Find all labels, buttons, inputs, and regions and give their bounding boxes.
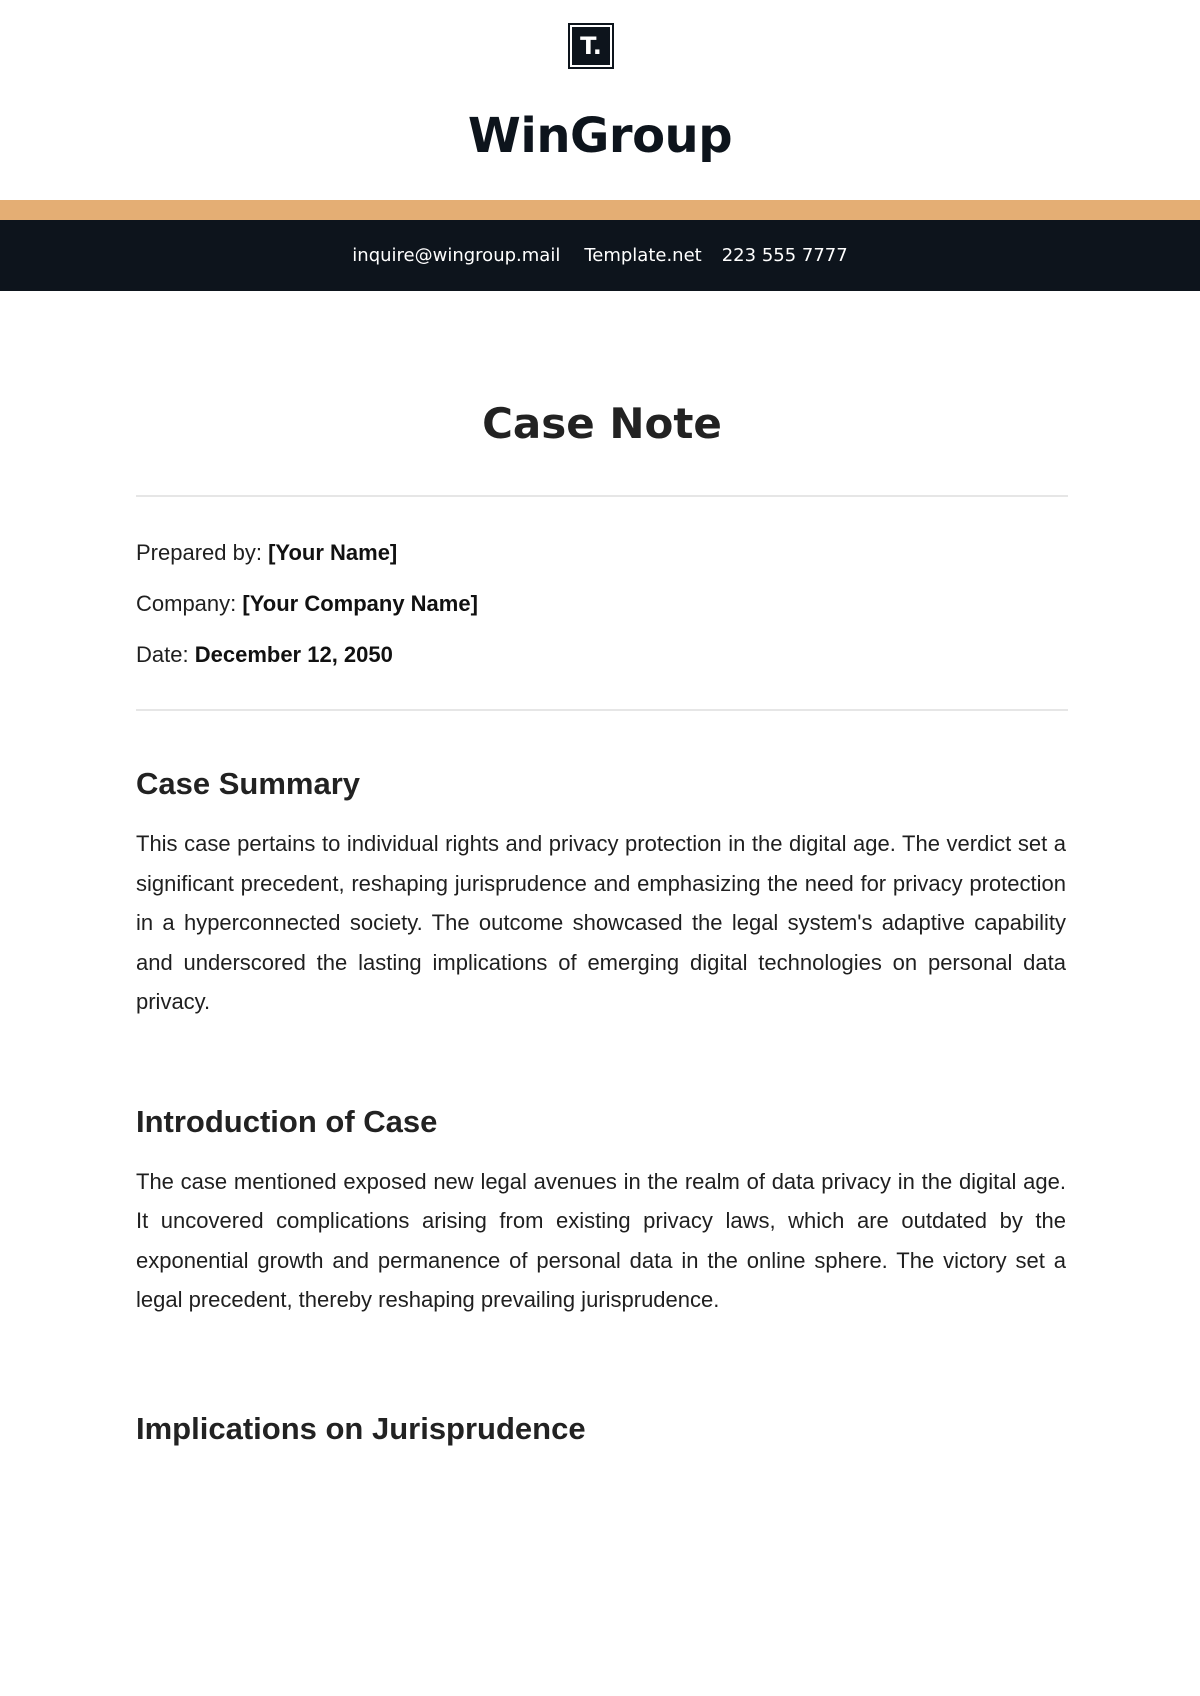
section-text: The case mentioned exposed new legal avenues in the realm of data privacy in the digital age. It uncovered complications arising from existing privacy laws, which are outdated by the exponential growth and permanence of personal data in the online sphere. The victory set a legal precedent, thereby reshaping prevailing jurisprudence. [136,1168,1066,1312]
meta-value: [Your Company Name] [242,591,478,616]
section-heading: Introduction of Case [136,1103,438,1139]
meta-label: Prepared by: [136,540,262,565]
contact-email[interactable]: inquire@wingroup.mail [352,245,561,266]
document-body [136,291,1068,1447]
section-implications [136,1411,1068,1447]
page-header [0,0,1200,200]
section-introduction [136,1104,1068,1320]
contact-phone: 223 555 7777 [721,245,848,266]
section-heading: Case Summary [136,766,361,801]
meta-value: [Your Name] [268,540,398,565]
logo-mark: T. [572,27,610,65]
contact-website[interactable]: Template.net [584,245,702,266]
section-text: This case pertains to individual rights and privacy protection in the digital age. The verdict set a significant precedent, reshaping jurisprudence and emphasizing the need for privacy protection in a hyperconnected society. The outcome showcased the legal system's adaptive capability and underscored the lasting implications of emerging digital technologies on personal data privacy. [136,831,1066,1014]
brand-name: WinGroup [467,108,733,164]
section-case-summary [136,766,1068,1022]
meta-prepared-by [136,539,1068,567]
accent-bar [0,200,1200,220]
document-meta [136,497,1068,709]
brand-logo [568,23,614,69]
meta-value: December 12, 2050 [194,642,393,667]
meta-date [136,641,1068,669]
meta-label: Date: [136,642,189,667]
contact-bar [0,220,1200,291]
meta-label: Company: [136,591,237,616]
meta-company [136,590,1068,618]
divider [136,709,1068,711]
section-heading: Implications on Jurisprudence [136,1410,586,1446]
page-title: Case Note [482,399,722,448]
